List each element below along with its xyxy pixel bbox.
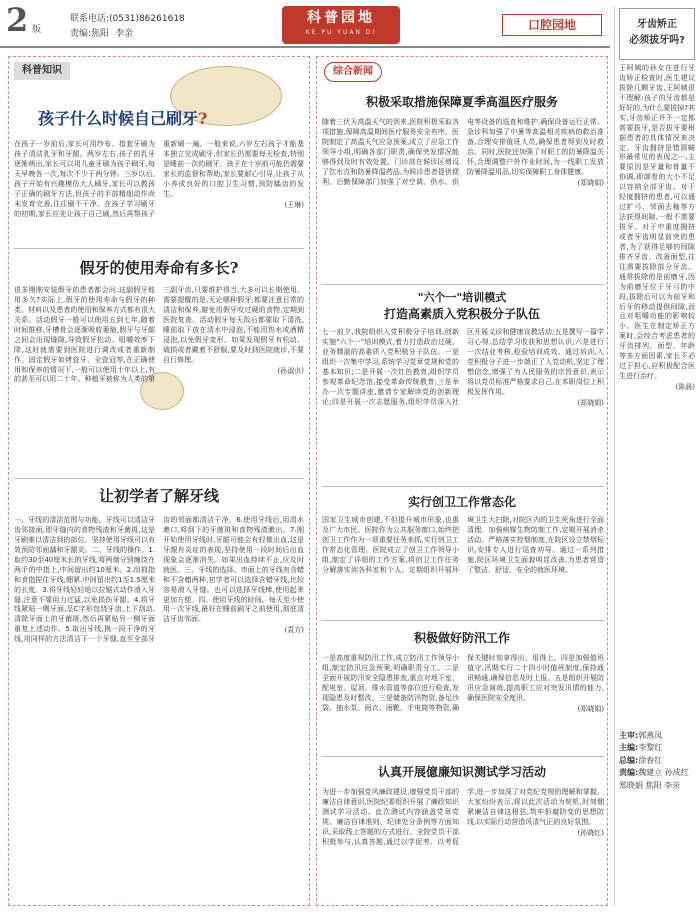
credit-chief-editor: 主编:李黎红 [619,743,663,753]
phone-label: 联系电话:(0531)86261618 [70,14,185,24]
news-body-sanitation: 国家卫生城市创建,不但提升城市形象,也惠及广大市民。医院作为公共服务窗口,始终把创卫工作作为一项重要任务来抓,实行创卫工作常态化管理。医院成立了创卫工作领导小组,制定了详细的工作方案,将创卫工作任务分解落实到各科室和个人。定期组织开展环境卫生大扫除,对院区内的卫生死角进行全面清理。加强病媒生物防制工作,定期开展消杀活动。严格落实控烟制度,在院区设立禁烟标识,安排专人进行巡查劝导。通过一系列措施,院区环境卫生面貌明显改善,为患者营造了整洁、舒适、安全的就医环境。 [322,516,604,574]
section-label-science: 科普知识 [14,62,70,80]
credit-general-editor: 总编:徐春红 [619,755,663,765]
news-title-heat: 积极采取措施保障夏季高温医疗服务 [365,95,558,109]
header-info [70,12,185,43]
article-title-child-brushing: 孩子什么时候自己刷牙? [38,109,208,128]
banner-pinyin: KE PU YUAN DI [305,28,377,36]
article-body-floss: 一、牙线的清洁范围与功能。牙线可以清洁牙齿邻接面,即牙缝内的食物残渣和牙菌斑,这是牙刷难以清洁到的部位。坚持使用牙线可以有效预防邻面龋和牙龈炎。二、牙线的操作。1.取约30至40厘米长的牙线,将两端分别缠绕在两手的中指上,中间留出约10厘米。2.用拇指和食指捏住牙线,绷紧,中间留出约1至1.5厘米的长度。3.将牙线轻轻地以拉锯式动作滑入牙缝,注意不要用力过猛,以免损伤牙龈。4.将牙线紧贴一侧牙面,呈C字形包绕牙齿,上下刮动,清除牙面上的牙菌斑,然后再紧贴另一侧牙面重复上述动作。5.取出牙线,换一段干净的牙线,用同样的方法清洁下一个牙缝,直至全部牙齿的邻面都清洁干净。6.使用牙线后,用清水漱口,将刮下的牙菌斑和食物残渣漱出。7.刚开始使用牙线时,牙龈可能会有轻微出血,这是牙龈有炎症的表现,坚持使用一段时间后出血现象会逐渐消失。如果出血持续不止,应及时就医。三、牙线的选择。市面上的牙线有含蜡和不含蜡两种,初学者可以选择含蜡牙线,比较容易滑入牙缝。也可以选择牙线棒,使用起来更加方便。四、使用牙线的时间。每天至少使用一次牙线,最好在睡前刷牙之前使用,彻底清洁牙齿邻面。 (袁方) [14,516,304,644]
news-title-flood: 积极做好防汛工作 [413,631,510,645]
section-label-news: 综合新闻 [324,62,382,82]
article-title-floss: 让初学者了解牙线 [98,487,219,505]
divider [322,486,604,487]
news-title-sanitation: 实行创卫工作常态化 [407,495,516,509]
news-title-training-line1: "六个一"培训模式 [417,291,507,304]
section-banner [282,6,400,44]
article-title-denture: 假牙的使用寿命有多长? [79,259,239,277]
news-title-training-line2: 打造高素质入党积极分子队伍 [383,307,540,321]
editor-name: 焦阳 [91,29,110,40]
page-header [0,0,610,48]
page-suffix: 版 [32,25,42,35]
news-body-integrity: 为进一步加强党风廉政建设,增强党员干部的廉洁自律意识,医院纪委组织开展了廉政知识测试学习活动。此次测试内容涵盖党章党规、廉洁自律准则、纪律处分条例等方面知识,采取线上答题的方式进行。全院党员干部积极参与,认真答题,通过以学促考、以考促学,进一步加深了对党纪党规的理解和掌握。大家纷纷表示,将以此次活动为契机,时刻绷紧廉洁自律这根弦,筑牢拒腐防变的思想防线,以实际行动营造风清气正的良好氛围。 (孙晓红) [322,788,604,846]
divider [322,756,604,757]
editor-line [70,27,185,42]
credit-reviewer: 主审:郭燕凤 [619,731,663,740]
article-body-denture: 很多刚刚安装假牙的患者都会问:这副假牙能用多久?实际上,假牙的使用寿命与假牙的种类、材料以及患者的使用和保养方式都有很大关系。活动假牙一般可以使用五到七年,随着时间推移,牙槽骨会逐渐吸收萎缩,假牙与牙龈之间会出现缝隙,导致假牙松动、咀嚼效率下降,这时就需要到医院进行调改或者重新制作。固定假牙如烤瓷牙、全瓷冠等,在正确使用和保养的情况下,一般可以使用十年以上,有的甚至可以用二十年。种植牙被称为人类的第三副牙齿,只要维护得当,大多可以长期使用。需要提醒的是,无论哪种假牙,都要注意日常的清洁和保养,避免用假牙咬过硬的食物,定期到医院复查。活动假牙每天饭后都要取下清洗,睡前取下放在清水中浸泡,不能用热水或酒精浸泡,以免假牙变形。如果发现假牙有松动、破损或者戴着不舒服,要及时到医院就诊,不要自行修理。 (孙淑贞) [14,286,304,384]
divider [322,284,604,285]
sidebar-title-line2: 必须拔牙吗? [629,35,685,46]
proof-name: 李亲 [115,29,134,40]
sidebar-title-line1: 牙齿矫正 [637,19,677,30]
sidebar-title-box [619,8,695,60]
news-title-integrity: 认真开展億廉知识测试学习活动 [377,765,546,779]
page-number: 2 [6,1,29,39]
editor-label: 责编: [70,29,92,40]
divider [14,248,304,249]
banner-title: 科普园地 [307,10,375,26]
header-ad: 口腔园地 [502,14,602,36]
divider [14,478,304,479]
credit-editors: 责编:魏建立 孙成红 郑晓娟 焦阳 李亲 [619,768,689,790]
article-body-child-brushing: 在孩子一岁前后,家长可用纱布、指套牙刷为孩子清洁乳牙和牙龈。两岁左右,孩子的乳牙逐渐萌出,家长可以用儿童牙刷为孩子刷牙,每天早晚各一次,每次不少于两分钟。三岁以后,孩子开始有兴趣模仿大人刷牙,家长可以教孩子正确的刷牙方法,但孩子的手部精细动作尚未发育完善,往往刷不干净。在孩子学习刷牙的初期,家长应先让孩子自己刷,然后再帮孩子重新刷一遍。一般来说,六岁左右孩子才能基本独立完成刷牙,但家长仍需要每天检查,特别是睡前一次的刷牙。孩子在十岁前可能仍需要家长的监督和帮助,家长要耐心引导,让孩子从小养成良好的口腔卫生习惯,预防龋齿的发生。 (王琳) [14,140,304,218]
news-body-heat: 随着三伏天高温天气的到来,医院积极采取各项措施,保障高温期间医疗服务安全有序。医院制定了高温天气应急预案,成立了应急工作领导小组,明确各部门职责,确保突发情况能够得到及时有效处置。门诊部在候诊区增设了饮水点和防暑降温药品,为候诊患者提供便利。后勤保障部门加强了对空调、供水、供电等设备的巡查和维护,确保设备运行正常。急诊科加强了中暑等高温相关疾病的救治准备,合理安排值班人员,确保患者得到及时救治。同时,医院还加强了对职工的防暑降温关怀,合理调整户外作业时间,为一线职工发放防暑降温用品,切实保障职工身体健康。 (郑晓娟) [322,118,604,187]
sidebar-column [614,6,696,906]
sidebar-article-body: 王阿姨的孙女在进行牙齿矫正检查时,医生建议拔除几颗牙齿,王阿姨很不理解:孩子的牙齿都是好好的,为什么要拔掉?其实,牙齿矫正并不一定都需要拔牙,是否拔牙要根据患者的具体情况来决定。牙齿拥挤是错颌畸形最常见的表现之一,主要原因是牙量和骨量不协调,即颌骨的大小不足以容纳全部牙齿。对于轻度拥挤的患者,可以通过扩弓、邻面去釉等方法获得间隙,一般不需要拔牙。对于中重度拥挤或者牙齿明显前突的患者,为了获得足够的间隙排齐牙齿、改善面型,往往需要拔除部分牙齿。通常拔除的是前磨牙,因为前磨牙位于牙弓的中段,拔除后可以为前牙和后牙的移动提供间隙,而且对咀嚼功能的影响较小。医生在制定矫正方案时,会综合考虑患者的牙齿排列、面型、年龄等多方面因素,家长不必过于担心,应积极配合医生进行治疗。 (陈晨) [619,64,695,391]
divider [322,620,604,621]
staff-credits [619,730,695,792]
news-body-flood: 一是高度重视防汛工作,成立防汛工作领导小组,制定防汛应急预案,明确职责分工。二是全面开展防汛安全隐患排查,重点对地下室、配电室、屋顶、排水管道等部位进行检查,发现隐患及时整改。三是储备防汛物资,备足沙袋、抽水泵、雨衣、雨靴、手电筒等物资,确保关键时刻拿得出、用得上。四是加强值班值守,汛期实行二十四小时值班制度,保持通讯畅通,确保信息及时上报。五是组织开展防汛应急演练,提高职工应对突发汛情的能力,确保医院安全度汛。 (郑晓娟) [322,654,604,713]
news-body-training: 七一前夕,我院组织入党积极分子培训,创新实施"六个一"培训模式,着力打造政治过硬、业务精湛的高素质入党积极分子队伍。一是组织一次集中学习,系统学习党章党规和党的基本知识;二是开展一次红色教育,组织学员参观革命纪念馆,接受革命传统教育;三是举办一次专题讲座,邀请专家解读党的创新理论;四是开展一次志愿服务,组织学员深入社区开展义诊和健康宣教活动;五是撰写一篇学习心得,总结学习收获和思想认识;六是进行一次结业考核,检验培训成效。通过培训,入党积极分子进一步端正了入党动机,坚定了理想信念,增强了为人民服务的宗旨意识,表示将以党员标准严格要求自己,在本职岗位上积极发挥作用。 (郑晓娟) [322,328,604,407]
